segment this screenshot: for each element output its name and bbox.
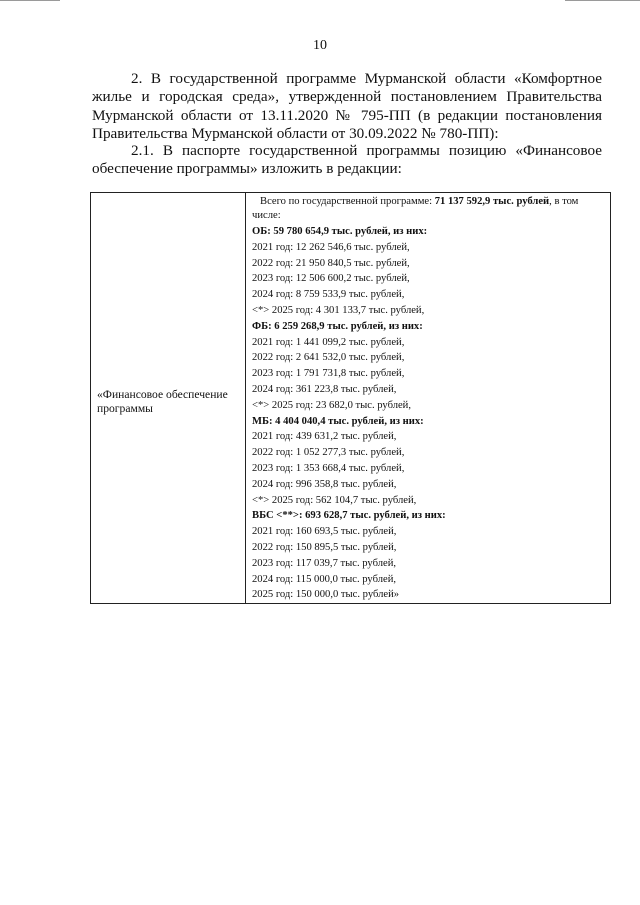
financing-year-line: <*> 2025 год: 562 104,7 тыс. рублей,	[252, 494, 417, 506]
financing-year-line: 2023 год: 1 791 731,8 тыс. рублей,	[252, 368, 405, 380]
page-number: 10	[313, 38, 327, 53]
financing-year-line: 2022 год: 21 950 840,5 тыс. рублей,	[252, 257, 410, 269]
financing-year-line: <*> 2025 год: 4 301 133,7 тыс. рублей,	[252, 304, 425, 316]
financing-source-heading: МБ: 4 404 040,4 тыс. рублей, из них:	[252, 415, 424, 427]
financing-total-value: 71 137 592,9 тыс. рублей	[434, 196, 550, 207]
financing-year-line: 2022 год: 2 641 532,0 тыс. рублей,	[252, 352, 405, 364]
financing-year-line: 2024 год: 8 759 533,9 тыс. рублей,	[252, 289, 405, 301]
financing-lines	[246, 193, 610, 603]
financing-source-heading: ОБ: 59 780 654,9 тыс. рублей, из них:	[252, 226, 428, 237]
paragraph-amendment-intro: 2. В государственной программе Мурманской области «Комфортное жилье и городская среда», утвержденной постановлением Правительства Мурманской области от 13.11.2020 № 795-ПП (в редакции постановления Правительства Мурманской области от 30.09.2022 № 780-ПП):	[92, 70, 602, 143]
financing-year-line: 2023 год: 1 353 668,4 тыс. рублей,	[252, 462, 405, 474]
financing-source-heading: ФБ: 6 259 268,9 тыс. рублей, из них:	[252, 320, 423, 332]
top-rule-right	[565, 0, 640, 1]
financing-year-line: 2024 год: 115 000,0 тыс. рублей,	[252, 573, 397, 585]
financing-year-line: 2022 год: 1 052 277,3 тыс. рублей,	[252, 447, 405, 459]
financing-year-line: 2021 год: 439 631,2 тыс. рублей,	[252, 431, 397, 443]
financing-year-line: <*> 2025 год: 23 682,0 тыс. рублей,	[252, 399, 412, 411]
financing-table	[90, 192, 611, 604]
financing-year-line: 2021 год: 160 693,5 тыс. рублей,	[252, 526, 397, 538]
financing-table-row	[91, 193, 611, 604]
financing-total-prefix: Всего по государственной программе:	[260, 196, 435, 207]
financing-label: «Финансовое обеспечение программы	[97, 387, 228, 416]
financing-year-line: 2023 год: 117 039,7 тыс. рублей,	[252, 557, 397, 569]
financing-label-cell	[91, 193, 246, 604]
financing-year-line: 2022 год: 150 895,5 тыс. рублей,	[252, 541, 397, 553]
financing-source-heading: ВБС <**>: 693 628,7 тыс. рублей, из них:	[252, 510, 446, 522]
financing-year-line: 2025 год: 150 000,0 тыс. рублей»	[252, 589, 400, 601]
financing-total-line	[252, 195, 604, 223]
financing-values-cell	[246, 193, 611, 604]
financing-total-suffix: , в том числе:	[252, 196, 579, 221]
top-rule-left	[0, 0, 60, 1]
paragraph-passport-position: 2.1. В паспорте государственной программы позицию «Финансовое обеспечение программы» изложить в редакции:	[92, 142, 602, 178]
financing-year-line: 2021 год: 12 262 546,6 тыс. рублей,	[252, 241, 410, 253]
financing-year-line: 2024 год: 361 223,8 тыс. рублей,	[252, 383, 397, 395]
financing-year-line: 2024 год: 996 358,8 тыс. рублей,	[252, 478, 397, 490]
financing-year-line: 2023 год: 12 506 600,2 тыс. рублей,	[252, 273, 410, 285]
financing-year-line: 2021 год: 1 441 099,2 тыс. рублей,	[252, 336, 405, 348]
